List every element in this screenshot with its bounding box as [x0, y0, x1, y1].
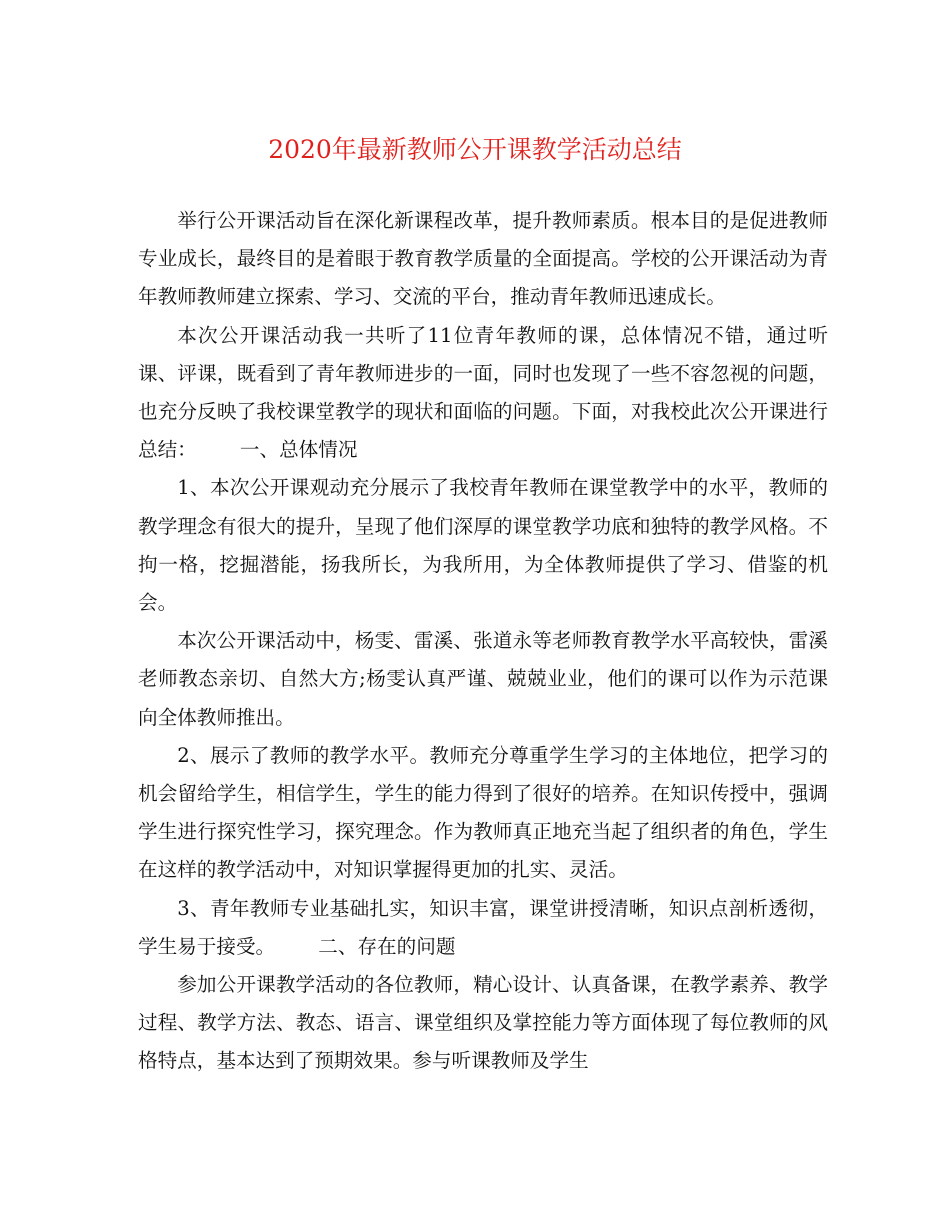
section-heading-overall: 一、总体情况 — [239, 438, 358, 462]
paragraph-point-3 — [138, 890, 828, 966]
document-title: 2020年最新教师公开课教学活动总结 — [268, 135, 682, 164]
document-body — [138, 202, 828, 1081]
paragraph-overview — [138, 317, 828, 470]
paragraph-point-2: 2、展示了教师的教学水平。教师充分尊重学生学习的主体地位，把学习的机会留给学生，相信学生，学生的能力得到了很好的培养。在知识传授中，强调学生进行探究性学习，探究理念。作为教师真正地充当起了组织者的角色，学生在这样的教学活动中，对知识掌握得更加的扎实、灵活。 — [138, 743, 828, 882]
section-heading-problems: 二、存在的问题 — [318, 934, 456, 958]
paragraph-intro: 举行公开课活动旨在深化新课程改革，提升教师素质。根本目的是促进教师专业成长，最终目的是着眼于教育教学质量的全面提高。学校的公开课活动为青年教师教师建立探索、学习、交流的平台，推动青年教师迅速成长。 — [138, 209, 828, 309]
paragraph-point-3-text: 3、青年教师专业基础扎实，知识丰富，课堂讲授清晰，知识点剖析透彻，学生易于接受。 — [138, 896, 828, 958]
paragraph-overview-text: 本次公开课活动我一共听了11位青年教师的课，总体情况不错，通过听课、评课，既看到了青年教师进步的一面，同时也发现了一些不容忽视的问题，也充分反映了我校课堂教学的现状和面临的问题。下面，对我校此次公开课进行总结： — [138, 323, 828, 462]
paragraph-participation: 参加公开课教学活动的各位教师，精心设计、认真备课，在教学素养、教学过程、教学方法、教态、语言、课堂组织及掌控能力等方面体现了每位教师的风格特点，基本达到了预期效果。参与听课教师及学生 — [138, 973, 828, 1073]
paragraph-teachers: 本次公开课活动中，杨雯、雷溪、张道永等老师教育教学水平高较快，雷溪老师教态亲切、自然大方;杨雯认真严谨、兢兢业业，他们的课可以作为示范课向全体教师推出。 — [138, 629, 828, 729]
paragraph-point-1: 1、本次公开课观动充分展示了我校青年教师在课堂教学中的水平，教师的教学理念有很大的提升，呈现了他们深厚的课堂教学功底和独特的教学风格。不拘一格，挖掘潜能，扬我所长，为我所用，为全体教师提供了学习、借鉴的机会。 — [138, 476, 828, 615]
